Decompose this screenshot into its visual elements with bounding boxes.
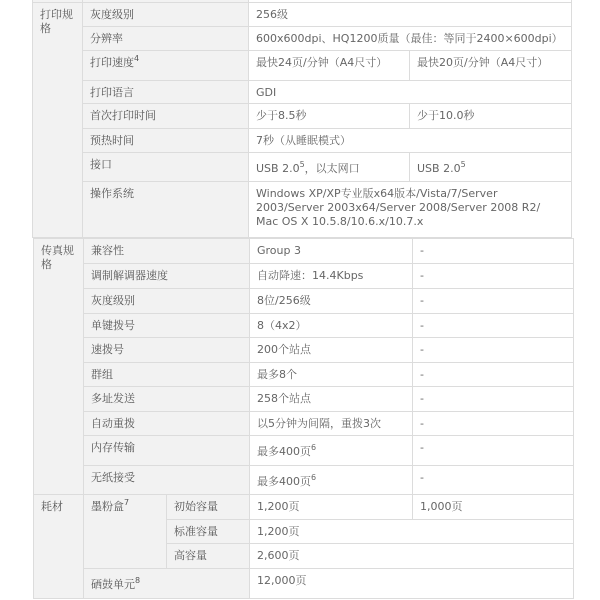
spec-label: 预热时间 (83, 129, 249, 153)
footnote-marker: 7 (124, 498, 130, 507)
spec-value-b: 最快20页/分钟（A4尺寸） (410, 51, 572, 81)
value-suffix: ，以太网口 (304, 162, 360, 175)
spec-value: 2,600页 (250, 544, 574, 569)
footnote-marker: 5 (299, 160, 305, 169)
spec-value: 12,000页 (250, 569, 574, 599)
table-row (33, 153, 572, 182)
label-text: 硒鼓单元 (91, 578, 135, 591)
toner-sublabel: 标准容量 (167, 520, 250, 544)
spec-label: 分辨率 (83, 27, 249, 51)
footnote-marker: 4 (134, 54, 140, 63)
value-text: USB 2.0 (256, 162, 300, 175)
label-text: 墨粉盒 (91, 500, 124, 513)
spec-value-a: 少于8.5秒 (249, 104, 410, 129)
footnote-marker: 6 (311, 443, 317, 452)
table-row (34, 495, 574, 520)
fax-spec-table (33, 238, 574, 495)
spec-value-b (410, 153, 572, 182)
label-text: 打印速度 (90, 56, 134, 69)
spec-value: 600x600dpi、HQ1200质量（最佳：等同于2400×600dpi） (249, 27, 572, 51)
category-print-spec: 打印规格 (33, 3, 83, 238)
spec-value: 7秒（从睡眠模式） (249, 129, 572, 153)
consumables-table (33, 494, 574, 599)
footnote-marker: 6 (311, 473, 317, 482)
spec-value-a: 200个站点 (250, 338, 413, 363)
value-text: 最多400页 (257, 475, 311, 488)
spec-value: GDI (249, 81, 572, 104)
spec-label: 群组 (84, 363, 250, 387)
value-text: 最多400页 (257, 445, 311, 458)
spec-value-b: - (413, 412, 574, 436)
spec-label: 操作系统 (83, 182, 249, 238)
table-row (34, 314, 574, 338)
spec-value-b: - (413, 466, 574, 495)
table-row (33, 129, 572, 153)
spec-value-a (249, 153, 410, 182)
spec-label: 内存传输 (84, 436, 250, 466)
spec-label: 兼容性 (84, 239, 250, 264)
spec-value-b: - (413, 264, 574, 289)
spec-value-b: - (413, 363, 574, 387)
spec-value-a: 最多8个 (250, 363, 413, 387)
toner-sublabel: 初始容量 (167, 495, 250, 520)
spec-label: 灰度级别 (83, 3, 249, 27)
table-row (34, 239, 574, 264)
spec-label: 速拨号 (84, 338, 250, 363)
table-row (34, 569, 574, 599)
table-row (34, 363, 574, 387)
table-row (33, 81, 572, 104)
print-spec-table (32, 0, 572, 238)
spec-label: 首次打印时间 (83, 104, 249, 129)
spec-value-a (250, 436, 413, 466)
table-row (34, 289, 574, 314)
value-text: USB 2.0 (417, 162, 461, 175)
spec-value-b: - (413, 387, 574, 412)
toner-sublabel: 高容量 (167, 544, 250, 569)
table-row (34, 466, 574, 495)
table-row (34, 436, 574, 466)
spec-value-a: 最快24页/分钟（A4尺寸） (249, 51, 410, 81)
table-row (33, 3, 572, 27)
footnote-marker: 5 (460, 160, 466, 169)
spec-value-a (250, 466, 413, 495)
spec-label (83, 51, 249, 81)
spec-value-b: 1,000页 (413, 495, 574, 520)
table-row (33, 182, 572, 238)
spec-value-a: 1,200页 (250, 495, 413, 520)
table-row (33, 27, 572, 51)
table-row (34, 387, 574, 412)
spec-value-b: - (413, 436, 574, 466)
spec-value-a: 258个站点 (250, 387, 413, 412)
spec-value-b: - (413, 314, 574, 338)
spec-value-b: - (413, 289, 574, 314)
spec-label: 调制解调器速度 (84, 264, 250, 289)
spec-label: 自动重拨 (84, 412, 250, 436)
spec-label: 多址发送 (84, 387, 250, 412)
toner-label (84, 495, 167, 569)
spec-value-a: 8（4x2） (250, 314, 413, 338)
spec-value: 256级 (249, 3, 572, 27)
table-row (34, 264, 574, 289)
spec-value-a: 8位/256级 (250, 289, 413, 314)
spec-value-a: Group 3 (250, 239, 413, 264)
drum-label (84, 569, 250, 599)
category-fax-spec: 传真规格 (34, 239, 84, 495)
table-row (33, 104, 572, 129)
spec-label: 接口 (83, 153, 249, 182)
spec-label: 无纸接受 (84, 466, 250, 495)
spec-value-b: 少于10.0秒 (410, 104, 572, 129)
spec-value-a: 以5分钟为间隔，重拨3次 (250, 412, 413, 436)
spec-value-b: - (413, 338, 574, 363)
spec-label: 打印语言 (83, 81, 249, 104)
table-row (34, 338, 574, 363)
spec-value-a: 自动降速：14.4Kbps (250, 264, 413, 289)
table-row (34, 412, 574, 436)
spec-label: 单键拨号 (84, 314, 250, 338)
table-row (33, 51, 572, 81)
spec-value: Windows XP/XP专业版x64版本/Vista/7/Server 2003/Server 2003x64/Server 2008/Server 2008 R2/ Mac OS X 10.5.8/10.6.x/10.7.x (249, 182, 572, 238)
spec-value: 1,200页 (250, 520, 574, 544)
spec-value-b: - (413, 239, 574, 264)
category-consumables: 耗材 (34, 495, 84, 599)
footnote-marker: 8 (135, 576, 141, 585)
spec-label: 灰度级别 (84, 289, 250, 314)
